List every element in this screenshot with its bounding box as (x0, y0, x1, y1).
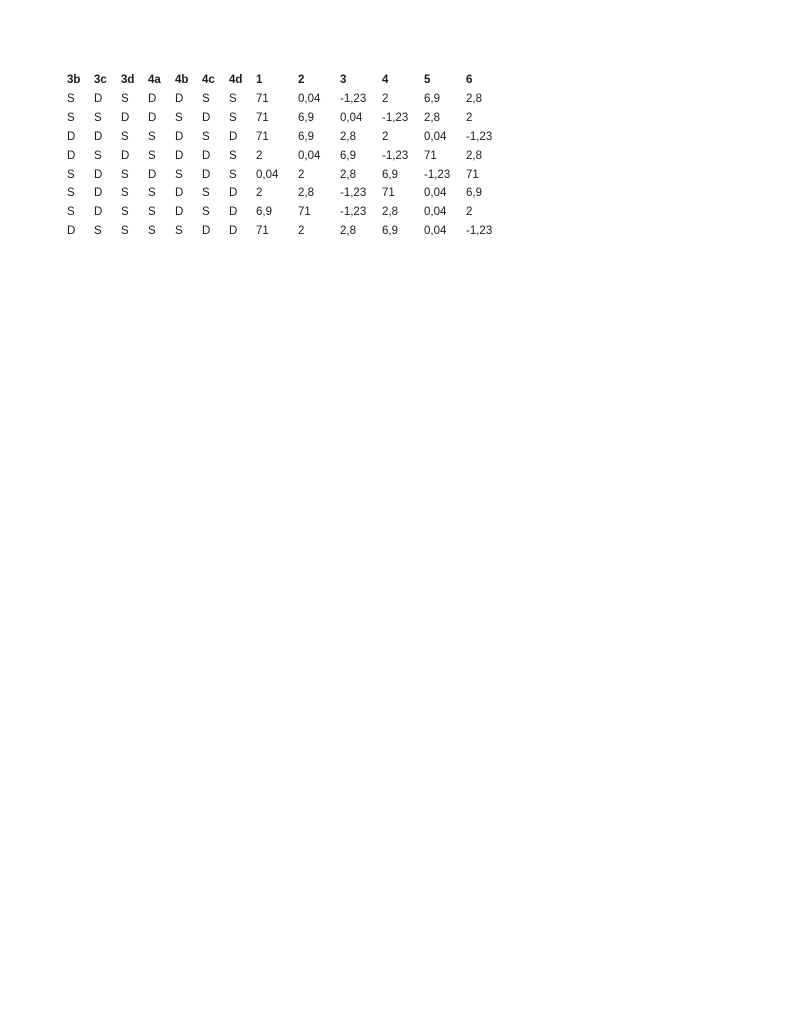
table-cell: 6,9 (298, 111, 314, 124)
table-cell: D (175, 206, 184, 219)
table-cell: S (202, 187, 210, 200)
table-cell: 2,8 (340, 225, 356, 238)
table-cell: S (148, 130, 156, 143)
table-cell: D (67, 225, 76, 238)
table-cell: 71 (382, 187, 395, 200)
table-cell: S (121, 168, 129, 181)
column-header: 1 (256, 74, 263, 86)
table-row (67, 203, 508, 222)
column-header: 4a (148, 74, 161, 86)
table-cell: 2,8 (340, 130, 356, 143)
table-cell: 71 (466, 168, 479, 181)
table-cell: D (229, 225, 238, 238)
column-header: 4d (229, 74, 243, 86)
table-row (67, 128, 508, 147)
column-header: 3c (94, 74, 107, 86)
table-cell: D (229, 187, 238, 200)
table-row (67, 109, 508, 128)
table-cell: D (202, 225, 211, 238)
table-cell: 0,04 (424, 187, 447, 200)
table-cell: D (121, 111, 130, 124)
table-cell: -1,23 (382, 111, 409, 124)
table-cell: D (229, 206, 238, 219)
table-cell: 2 (298, 225, 305, 238)
column-header: 4b (175, 74, 189, 86)
table-cell: 6,9 (382, 168, 398, 181)
table-cell: 2 (466, 206, 473, 219)
table-cell: -1,23 (466, 130, 493, 143)
table-cell: S (121, 206, 129, 219)
table-cell: 6,9 (466, 187, 482, 200)
table-cell: -1,23 (424, 168, 451, 181)
table-cell: 0,04 (424, 130, 447, 143)
table-cell: D (121, 149, 130, 162)
table-cell: S (121, 130, 129, 143)
table-cell: D (202, 168, 211, 181)
table-cell: S (148, 206, 156, 219)
table-cell: S (121, 187, 129, 200)
table-cell: -1,23 (340, 92, 367, 105)
table-row (67, 166, 508, 185)
table-cell: 2,8 (298, 187, 314, 200)
table-cell: 71 (256, 111, 269, 124)
table-cell: D (94, 92, 103, 105)
table-cell: D (67, 130, 76, 143)
column-header: 3d (121, 74, 135, 86)
table-cell: D (67, 149, 76, 162)
table-cell: 6,9 (340, 149, 356, 162)
table-cell: S (202, 92, 210, 105)
table-cell: S (67, 111, 75, 124)
table-cell: S (67, 168, 75, 181)
column-header: 2 (298, 74, 305, 86)
column-header: 4 (382, 74, 389, 86)
table-cell: D (175, 187, 184, 200)
table-cell: S (229, 92, 237, 105)
table-cell: S (175, 168, 183, 181)
table-cell: S (148, 149, 156, 162)
table-header (67, 71, 508, 90)
table-cell: 2 (466, 111, 473, 124)
column-header: 5 (424, 74, 431, 86)
table-cell: 0,04 (298, 149, 321, 162)
table-cell: S (94, 149, 102, 162)
table-cell: 2,8 (466, 92, 482, 105)
column-header: 3 (340, 74, 347, 86)
table-cell: S (121, 92, 129, 105)
table-cell: S (175, 111, 183, 124)
table-cell: 2,8 (382, 206, 398, 219)
table-cell: 71 (424, 149, 437, 162)
table-cell: 2 (382, 130, 389, 143)
table-cell: D (175, 92, 184, 105)
table-cell: D (94, 206, 103, 219)
table-row (67, 222, 508, 241)
table-cell: -1,23 (466, 225, 493, 238)
data-table (67, 71, 508, 241)
table-cell: S (148, 187, 156, 200)
table-cell: -1,23 (340, 187, 367, 200)
table-cell: 0,04 (298, 92, 321, 105)
table-cell: 2,8 (340, 168, 356, 181)
table-cell: S (121, 225, 129, 238)
table-cell: 0,04 (340, 111, 363, 124)
table-cell: S (202, 130, 210, 143)
table-cell: 2 (256, 187, 263, 200)
table-cell: S (202, 206, 210, 219)
table-cell: 71 (298, 206, 311, 219)
table-cell: D (202, 149, 211, 162)
table-cell: 2,8 (424, 111, 440, 124)
table-row (67, 184, 508, 203)
header-row (67, 71, 508, 90)
table-cell: 2,8 (466, 149, 482, 162)
table-cell: 71 (256, 92, 269, 105)
table-cell: 6,9 (424, 92, 440, 105)
table-cell: S (229, 168, 237, 181)
table-cell: S (67, 206, 75, 219)
table-cell: D (148, 168, 157, 181)
table-cell: S (94, 225, 102, 238)
table-cell: S (229, 149, 237, 162)
table-cell: 6,9 (298, 130, 314, 143)
table-cell: S (67, 187, 75, 200)
table-body (67, 90, 508, 241)
table-cell: 2 (382, 92, 389, 105)
table-cell: D (94, 187, 103, 200)
table-cell: D (202, 111, 211, 124)
table-cell: 2 (298, 168, 305, 181)
table-cell: S (175, 225, 183, 238)
column-header: 3b (67, 74, 81, 86)
table-cell: S (94, 111, 102, 124)
table-cell: D (148, 92, 157, 105)
table-row (67, 90, 508, 109)
column-header: 6 (466, 74, 473, 86)
table-cell: 6,9 (382, 225, 398, 238)
table-cell: S (148, 225, 156, 238)
table-cell: 71 (256, 130, 269, 143)
table-cell: -1,23 (382, 149, 409, 162)
table-cell: D (94, 130, 103, 143)
table-cell: D (94, 168, 103, 181)
table-cell: 2 (256, 149, 263, 162)
table-cell: D (175, 149, 184, 162)
table-cell: D (148, 111, 157, 124)
table-cell: 0,04 (424, 206, 447, 219)
table-cell: 6,9 (256, 206, 272, 219)
table-cell: -1,23 (340, 206, 367, 219)
table-cell: 71 (256, 225, 269, 238)
table-cell: 0,04 (256, 168, 279, 181)
table-cell: S (67, 92, 75, 105)
table-cell: D (175, 130, 184, 143)
column-header: 4c (202, 74, 215, 86)
table-row (67, 147, 508, 166)
table-cell: 0,04 (424, 225, 447, 238)
table-cell: S (229, 111, 237, 124)
table-cell: D (229, 130, 238, 143)
